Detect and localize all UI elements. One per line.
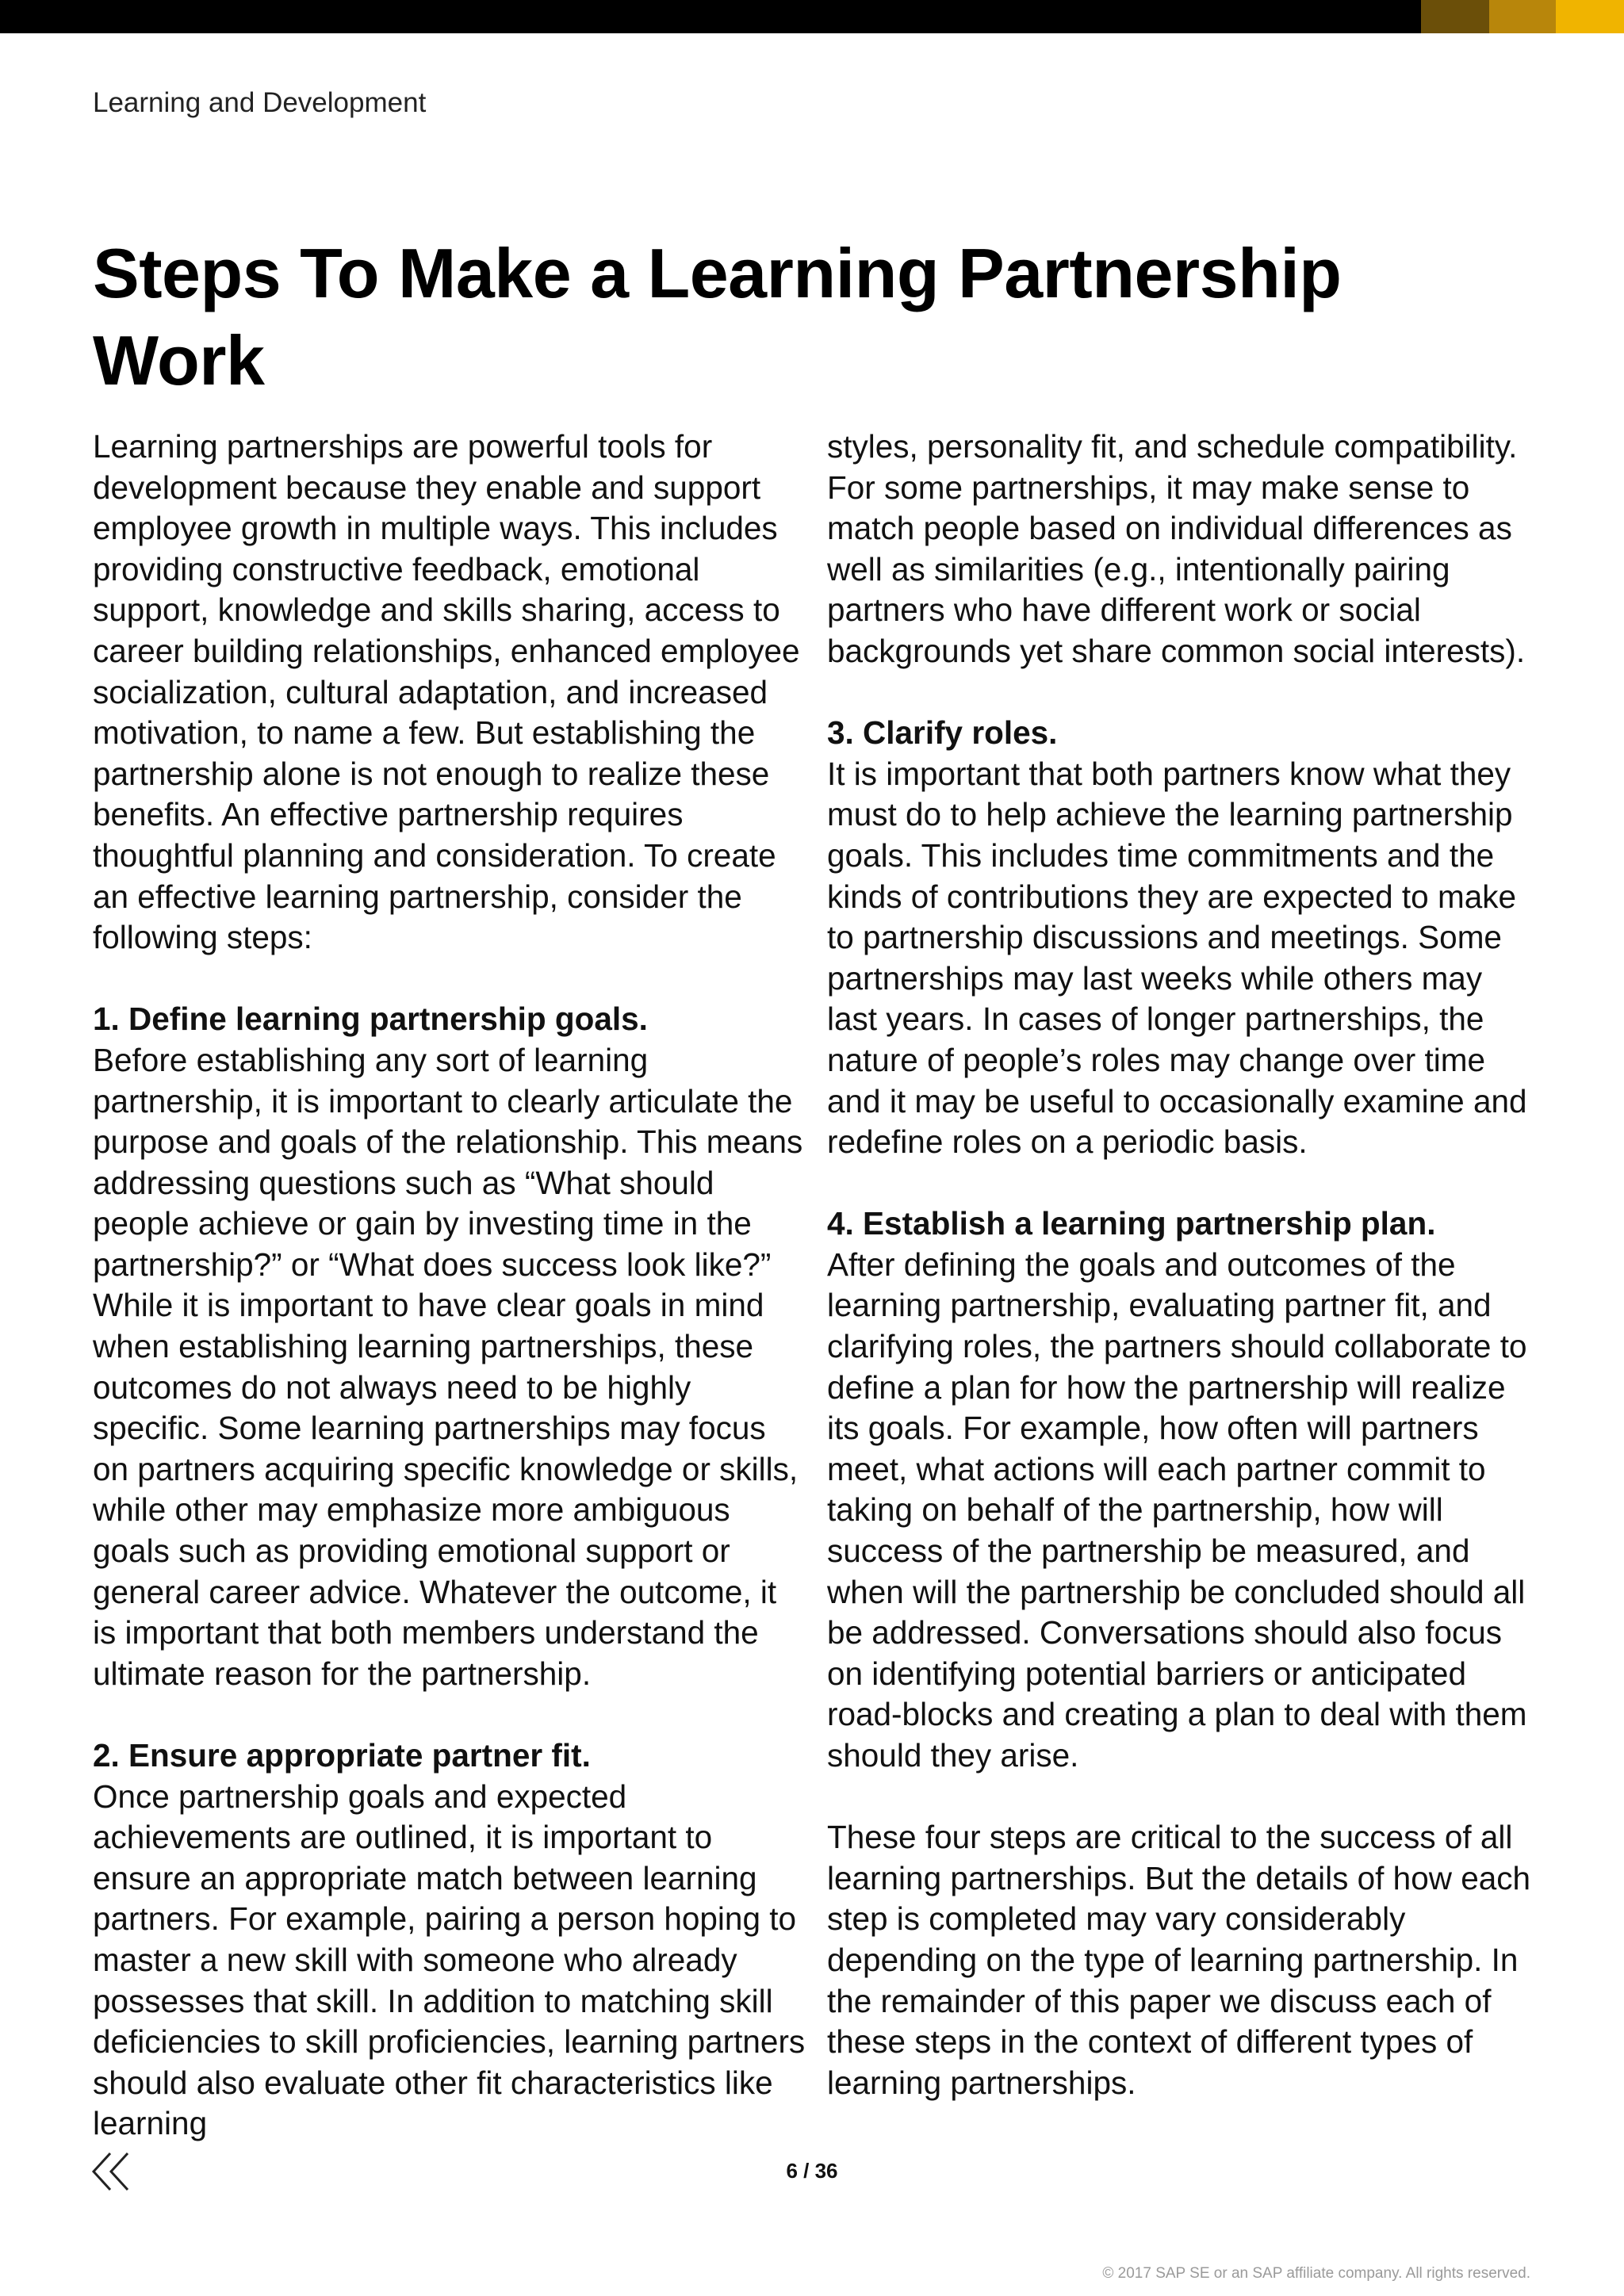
step-4-text: After defining the goals and outcomes of the learning partnership, evaluating partner fit, and clarifying roles, the partners should collaborate to define a plan for how the partnership will realize its goals. For example, how often will partners meet, what actions will each partner commit to taking on behalf of the partnership, how will success of the partnership be measured, and when will the partnership be concluded should all be addressed. Conversations should also focus on identifying potential barriers or anticipated road-blocks and creating a plan to deal with them should they arise.	[827, 1246, 1527, 1774]
accent-bar-dark	[1421, 0, 1489, 33]
step-2-continued: styles, personality fit, and schedule compatibility. For some partnerships, it may make sense to match people based on individual differences as well as similarities (e.g., intentionally pairing partners who have different work or social backgrounds yet share common social interests).	[827, 428, 1526, 669]
left-column	[93, 427, 806, 2186]
step-2	[93, 1735, 806, 2145]
step-1-text: Before establishing any sort of learning partnership, it is important to clearly articulate the purpose and goals of the relationship. This means addressing questions such as “What should people achieve or gain by investing time in the partnership?” or “What does success look like?” While it is important to have clear goals in mind when establishing learning partnerships, these outcomes do not always need to be highly specific. Some learning partnerships may focus on partners acquiring specific knowledge or skills, while other may emphasize more ambiguous goals such as providing emotional support or general career advice. Whatever the outcome, it is important that both members understand the ultimate reason for the partnership.	[93, 1041, 803, 1692]
copyright-notice: © 2017 SAP SE or an SAP affiliate company. All rights reserved.	[1102, 2265, 1530, 2282]
page-number: 6 / 36	[786, 2159, 838, 2183]
step-4	[827, 1203, 1541, 1776]
step-1-heading: 1. Define learning partnership goals.	[93, 1001, 648, 1038]
top-bar	[0, 0, 1624, 33]
intro-paragraph: Learning partnerships are powerful tools for development because they enable and support employee growth in multiple ways. This includes providing constructive feedback, emotional support, knowledge and skills sharing, access to career building relationships, enhanced employee socialization, cultural adaptation, and increased motivation, to name a few. But establishing the partnership alone is not enough to realize these benefits. An effective partnership requires thoughtful planning and consideration. To create an effective learning partnership, consider the following steps:	[93, 428, 800, 956]
double-chevron-left-icon[interactable]	[89, 2149, 135, 2195]
right-column	[827, 427, 1541, 2145]
accent-bar-medium	[1489, 0, 1556, 33]
step-3-text: It is important that both partners know what they must do to help achieve the learning partnership goals. This includes time commitments and the kinds of contributions they are expected to make to partnership discussions and meetings. Some partnerships may last weeks while others may last years. In cases of longer partnerships, the nature of people’s roles may change over time and it may be useful to occasionally examine and redefine roles on a periodic basis.	[827, 755, 1527, 1161]
page-title: Steps To Make a Learning Partnership Work	[93, 234, 1342, 400]
step-3-heading: 3. Clarify roles.	[827, 714, 1058, 752]
conclusion-paragraph: These four steps are critical to the success of all learning partnerships. But the details of how each step is completed may vary considerably depending on the type of learning partnership. In the remainder of this paper we discuss each of these steps in the context of different types of learning partnerships.	[827, 1819, 1531, 2101]
step-4-heading: 4. Establish a learning partnership plan.	[827, 1205, 1436, 1242]
accent-bar-light	[1556, 0, 1624, 33]
step-1	[93, 999, 806, 1694]
section-label: Learning and Development	[93, 87, 427, 118]
step-2-heading: 2. Ensure appropriate partner fit.	[93, 1737, 591, 1774]
step-2-text: Once partnership goals and expected achievements are outlined, it is important to ensure an appropriate match between learning partners. For example, pairing a person hoping to master a new skill with someone who already possesses that skill. In addition to matching skill deficiencies to skill proficiencies, learning partners should also evaluate other fit characteristics like learning	[93, 1777, 806, 2142]
step-3	[827, 713, 1541, 1163]
